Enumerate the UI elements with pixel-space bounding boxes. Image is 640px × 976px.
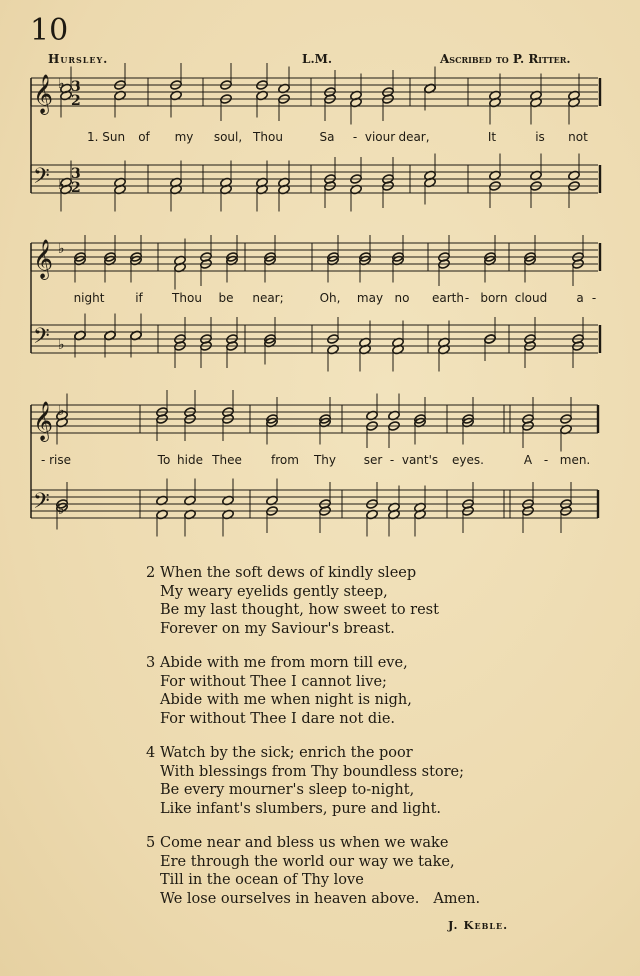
verse-line: For without Thee I dare not die. [160, 710, 396, 727]
time-signature-bottom: 2 [71, 180, 81, 196]
lyric-syllable: Thou [172, 291, 202, 305]
lyric-syllable: 1. Sun [86, 130, 126, 144]
flat-sign-icon: ♭ [58, 241, 65, 257]
lyric-syllable: To [157, 453, 171, 467]
lyric-syllable: cloud [514, 291, 548, 305]
tune-name: Hursley. [48, 52, 109, 66]
flat-sign-icon: ♭ [58, 177, 65, 193]
amen-text: Amen. [433, 890, 481, 907]
time-signature-top: 3 [71, 79, 81, 95]
lyric-syllable: not [568, 130, 588, 144]
lyric-syllable: Thy [313, 453, 337, 467]
treble-clef-icon: 𝄞 [33, 239, 54, 279]
verse-line: Be every mourner's sleep to-night, [160, 782, 415, 798]
lyric-syllable: is [535, 130, 545, 144]
lyric-syllable: Oh, [319, 291, 341, 305]
lyric-syllable: It [487, 130, 497, 144]
lyric-syllable: men. [559, 453, 591, 467]
lyric-syllable: vant's [401, 453, 439, 467]
flat-sign-icon: ♭ [58, 337, 65, 353]
lyric-syllable: dear, [398, 130, 430, 144]
lyric-syllable: - [543, 453, 549, 467]
lyric-syllable: be [218, 291, 234, 305]
verse-number: 5 [146, 835, 156, 851]
bass-clef-icon: 𝄢 [33, 489, 50, 519]
lyric-syllable: A [523, 453, 533, 467]
lyric-syllable: - rise [40, 453, 72, 467]
author: J. Keble. [448, 918, 509, 932]
verse-line: Come near and bless us when we wake [160, 835, 449, 851]
lyric-syllable: - [352, 130, 358, 144]
lyric-syllable: a [576, 291, 584, 305]
lyric-syllable: Thou [253, 130, 283, 144]
hymn-number: 10 [30, 13, 69, 48]
verse-line: We lose ourselves in heaven above. [160, 890, 420, 907]
verse-line: Ere through the world our way we take, [160, 853, 455, 870]
verse-line: When the soft dews of kindly sleep [160, 565, 417, 581]
verse-line: Abide with me when night is nigh, [160, 692, 412, 708]
verse-3 [146, 654, 412, 728]
lyric-syllable: ser [363, 453, 383, 467]
lyric-syllable: may [356, 291, 384, 305]
lyric-syllable: no [394, 291, 410, 305]
time-signature-bottom: 2 [71, 93, 81, 109]
composer: Ascribed to P. Ritter. [440, 52, 571, 66]
lyric-syllable: soul, [213, 130, 243, 144]
lyric-syllable: - [389, 453, 395, 467]
time-signature-top: 3 [71, 166, 81, 182]
verse-number: 2 [146, 565, 156, 581]
verse-line: Watch by the sick; enrich the poor [160, 745, 413, 761]
lyric-syllable: Thee [212, 453, 242, 467]
lyric-syllable: viour [364, 130, 396, 144]
lyric-syllable: if [135, 291, 143, 305]
verse-line: For without Thee I cannot live; [160, 673, 387, 690]
flat-sign-icon: ♭ [58, 403, 65, 419]
bass-clef-icon: 𝄢 [33, 164, 50, 194]
lyric-syllable: hide [177, 453, 203, 467]
verse-2 [146, 564, 439, 638]
lyric-syllable: born [480, 291, 508, 305]
lyric-syllable: earth [432, 291, 464, 305]
lyric-syllable: eyes. [452, 453, 484, 467]
lyric-syllable: near; [252, 291, 284, 305]
verse-line: With blessings from Thy boundless store; [160, 763, 465, 780]
verse-line: Till in the ocean of Thy love [160, 872, 364, 888]
verse-number: 3 [146, 655, 156, 671]
lyric-syllable: - [464, 291, 470, 305]
lyric-syllable: - [591, 291, 597, 305]
verse-number: 4 [146, 745, 156, 761]
lyric-syllable: from [271, 453, 299, 467]
flat-sign-icon: ♭ [58, 502, 65, 518]
meter: L.M. [302, 52, 333, 66]
verse-line: My weary eyelids gently steep, [160, 583, 388, 600]
flat-sign-icon: ♭ [58, 76, 65, 92]
treble-clef-icon: 𝄞 [33, 401, 54, 441]
verse-line: Be my last thought, how sweet to rest [160, 602, 439, 618]
lyric-syllable: Sa [319, 130, 335, 144]
verse-line: Like infant's slumbers, pure and light. [160, 800, 442, 817]
treble-clef-icon: 𝄞 [33, 74, 54, 114]
bass-clef-icon: 𝄢 [33, 324, 50, 354]
verse-4 [146, 744, 464, 818]
verse-5 [146, 834, 480, 908]
verse-line: Forever on my Saviour's breast. [160, 620, 395, 637]
lyric-syllable: my [174, 130, 194, 144]
lyric-syllable: of [138, 130, 150, 144]
lyric-syllable: night [73, 291, 105, 305]
verse-line: Abide with me from morn till eve, [160, 655, 408, 671]
